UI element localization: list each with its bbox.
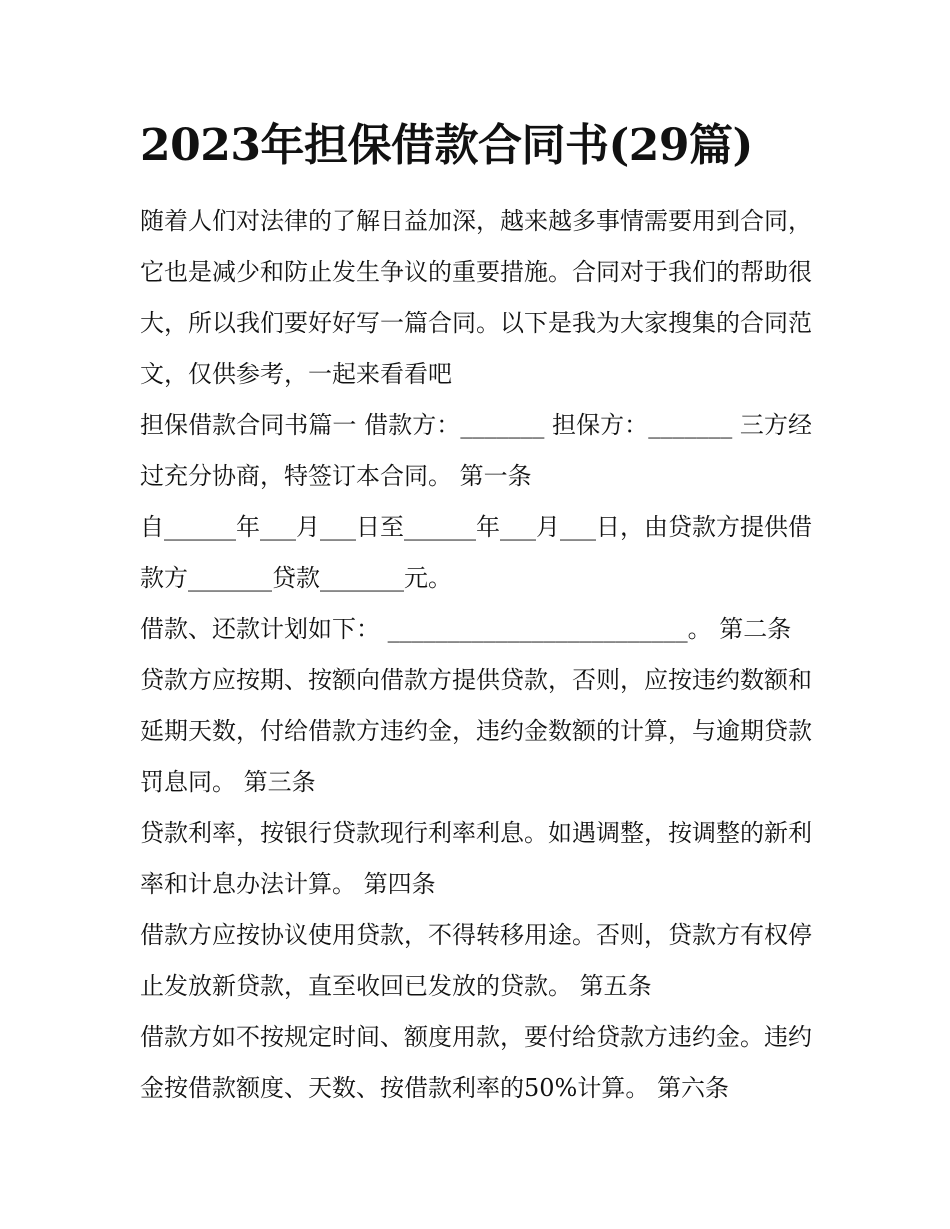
paragraph-intro: 随着人们对法律的了解日益加深，越来越多事情需要用到合同，它也是减少和防止发生争议的重要措施。合同对于我们的帮助很大，所以我们要好好写一篇合同。以下是我为大家搜集的合同范文，仅供参考，一起来看看吧: [140, 207, 812, 388]
document-title: 2023年担保借款合同书(29篇): [140, 120, 753, 171]
paragraph-article-4: 借款方应按协议使用贷款，不得转移用途。否则，贷款方有权停止发放新贷款，直至收回已发放的贷款。 第五条: [140, 921, 812, 1000]
paragraph-article-2: 贷款方应按期、按额向借款方提供贷款，否则，应按违约数额和延期天数，付给借款方违约金，违约金数额的计算，与逾期贷款罚息同。 第三条: [140, 666, 812, 796]
paragraph-loan-period: 自______年___月___日至______年___月___日，由贷款方提供借款方_______贷款_______元。: [140, 513, 812, 592]
paragraph-article-5: 借款方如不按规定时间、额度用款，要付给贷款方违约金。违约金按借款额度、天数、按借款利率的50%计算。 第六条: [140, 1023, 812, 1102]
paragraph-repayment-plan: 借款、还款计划如下： _________________________。 第二条: [140, 615, 792, 643]
paragraph-article-3: 贷款利率，按银行贷款现行利率利息。如遇调整，按调整的新利率和计息办法计算。 第四条: [140, 819, 812, 898]
document-page: [140, 110, 812, 1114]
paragraph-contract-heading: 担保借款合同书篇一 借款方：_______ 担保方：_______ 三方经过充分协商，特签订本合同。 第一条: [140, 411, 812, 490]
